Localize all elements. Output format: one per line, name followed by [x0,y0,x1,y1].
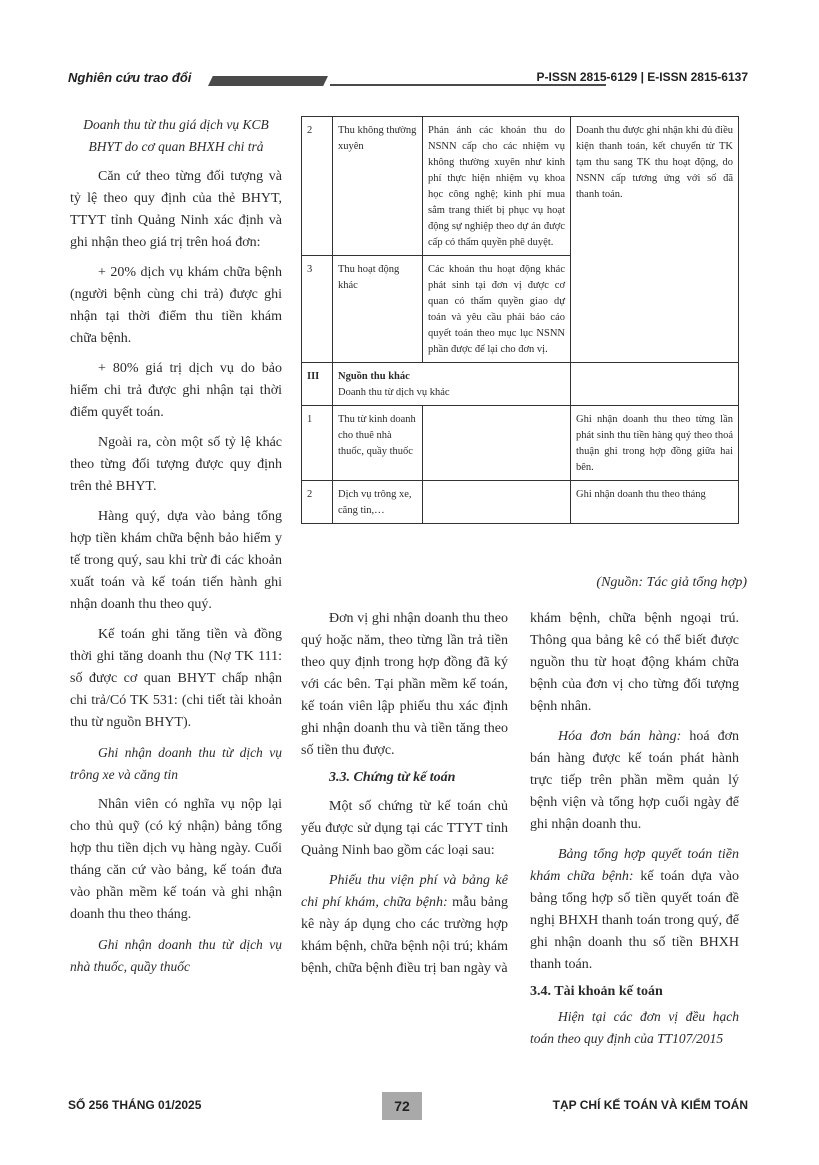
table-cell-name: Dịch vụ trông xe, căng tin,… [333,481,423,524]
table-cell-section [333,363,571,406]
journal-name: TẠP CHÍ KẾ TOÁN VÀ KIỂM TOÁN [552,1098,748,1112]
right-column [530,608,739,1058]
paragraph-lead: Phiếu thu viện phí và bảng kê chi phí khám, chữa bệnh: [301,873,508,910]
paragraph: Ghi nhận doanh thu từ dịch vụ trông xe và căng tin [70,745,282,782]
table-cell-name: Thu từ kinh doanh cho thuê nhà thuốc, quầy thuốc [333,406,423,481]
table-cell-note [571,363,739,406]
table-row [302,406,739,481]
paragraph-lead: Hóa đơn bán hàng: [558,729,682,744]
paragraph: Kế toán ghi tăng tiền và đồng thời ghi tăng doanh thu (Nợ TK 111: số được cơ quan BHYT chấp nhận chi trả/Có TK 531: (chi tiết tài khoản thu từ nguồn BHYT). [70,627,282,730]
table-cell-name: Thu hoạt động khác [333,256,423,363]
table-cell-desc [423,406,571,481]
paragraph [530,844,739,976]
table-row [302,481,739,524]
section-heading: 3.4. Tài khoản kế toán [530,984,663,999]
paragraph: Hàng quý, dựa vào bảng tổng hợp tiền khám chữa bệnh bảo hiểm y tế trong quý, sau khi trừ đi các khoản xuất toán và kế toán tiến hành ghi nhận doanh thu theo quý. [70,509,282,612]
table-cell-no: 1 [302,406,333,481]
page-footer [68,1092,748,1120]
paragraph: Một số chứng từ kế toán chủ yếu được sử dụng tại các TTYT tỉnh Quảng Ninh bao gồm các loại sau: [301,799,508,858]
section-subname: Doanh thu từ dịch vụ khác [338,387,450,398]
table-cell-note: Ghi nhận doanh thu theo từng lần phát sinh thu tiền hàng quý theo thoả thuận ghi trong hợp đồng giữa hai bên. [571,406,739,481]
header-rule [330,84,606,86]
table-cell-desc: Phản ánh các khoản thu do NSNN cấp cho các nhiệm vụ không thường xuyên như kinh phí thực hiện nhiệm vụ khoa học công nghệ; kinh phí mua sắm trang thiết bị phục vụ hoạt động sự nghiệp theo dự án được cấp có thẩm quyền phê duyệt. [423,117,571,256]
paragraph: Doanh thu từ thu giá dịch vụ KCB BHYT do cơ quan BHXH chi trả [83,117,269,154]
paragraph-lead: Bảng tổng hợp quyết toán tiền khám chữa bệnh: [530,847,739,884]
table-cell-no: 3 [302,256,333,363]
paragraph: Hiện tại các đơn vị đều hạch toán theo quy định của TT107/2015 [530,1009,739,1046]
section-title: Nghiên cứu trao đổi [68,70,192,85]
table-row [302,117,739,256]
table-cell-note: Ghi nhận doanh thu theo tháng [571,481,739,524]
revenue-table [301,116,739,524]
table-cell-no: III [302,363,333,406]
paragraph [301,870,508,980]
paragraph [530,726,739,836]
section-name: Nguồn thu khác [338,371,410,382]
page-number: 72 [382,1092,422,1120]
issn-label: P-ISSN 2815-6129 | E-ISSN 2815-6137 [536,70,748,84]
table-cell-no: 2 [302,117,333,256]
table-cell-no: 2 [302,481,333,524]
paragraph: Ngoài ra, còn một số tỷ lệ khác theo từng đối tượng được quy định trên thẻ BHYT. [70,435,282,494]
paragraph: + 20% dịch vụ khám chữa bệnh (người bệnh cùng chi trả) được ghi nhận tại thời điểm thu tiền khám chữa bệnh. [70,265,282,346]
middle-column [301,608,508,988]
paragraph: + 80% giá trị dịch vụ do bảo hiểm chi trả được ghi nhận tại thời điểm quyết toán. [70,361,282,420]
paragraph-body: mẫu bảng kê này áp dụng cho các trường hợp khám bệnh, chữa bệnh nội trú; khám bệnh, chữa bệnh điều trị ban ngày và [301,895,508,976]
paragraph: Nhân viên có nghĩa vụ nộp lại cho thủ quỹ (có ký nhận) bảng tổng hợp thu tiền dịch vụ hàng ngày. Cuối tháng căn cứ vào bảng, kế toán đưa vào phần mềm kế toán và ghi nhận doanh thu theo tháng. [70,797,282,922]
paragraph: Đơn vị ghi nhận doanh thu theo quý hoặc năm, theo từng lần trả tiền theo quy định trong hợp đồng đã ký với các bên. Tại phần mềm kế toán, kế toán viên lập phiếu thu xác định ghi nhận doanh thu và tiền tăng theo số tiền thu được. [301,611,508,758]
table-cell-name: Thu không thường xuyên [333,117,423,256]
table-cell-desc [423,481,571,524]
paragraph: Căn cứ theo từng đối tượng và tỷ lệ theo quy định của thẻ BHYT, TTYT tỉnh Quảng Ninh xác định và ghi nhận theo giá trị trên hoá đơn: [70,169,282,250]
left-column [70,114,282,986]
paragraph: khám bệnh, chữa bệnh ngoại trú. Thông qua bảng kê có thể biết được nguồn thu từ hoạt động khám chữa bệnh của đơn vị cho từng đối tượng bệnh nhân. [530,611,739,714]
page-header [68,70,748,92]
source-note: (Nguồn: Tác giả tổng hợp) [596,575,747,590]
paragraph: Ghi nhận doanh thu từ dịch vụ nhà thuốc, quầy thuốc [70,937,282,974]
paragraph-body: hoá đơn bán hàng được kế toán phát hành trực tiếp trên phần mềm quản lý bệnh viện và tổng hợp cuối ngày để ghi nhận doanh thu. [530,729,739,832]
table-row-section [302,363,739,406]
paragraph-body: kế toán dựa vào bảng tổng hợp số tiền quyết toán đề nghị BHXH thanh toán trong quý, để ghi nhận doanh thu số tiền BHXH thanh toán. [530,869,739,972]
header-bar [208,76,328,86]
table-cell-note: Doanh thu được ghi nhận khi đủ điều kiện thanh toán, kết chuyển từ TK tạm thu sang TK thu hoạt động, do NSNN cấp tương ứng với số đã thanh toán. [571,117,739,363]
table-cell-desc: Các khoản thu hoạt động khác phát sinh tại đơn vị được cơ quan có thẩm quyền giao dự toán và yêu cầu phải báo cáo quyết toán theo mục lục NSNN phần được để lại cho đơn vị. [423,256,571,363]
issue-label: SỐ 256 THÁNG 01/2025 [68,1098,202,1112]
section-heading: 3.3. Chứng từ kế toán [329,770,456,785]
